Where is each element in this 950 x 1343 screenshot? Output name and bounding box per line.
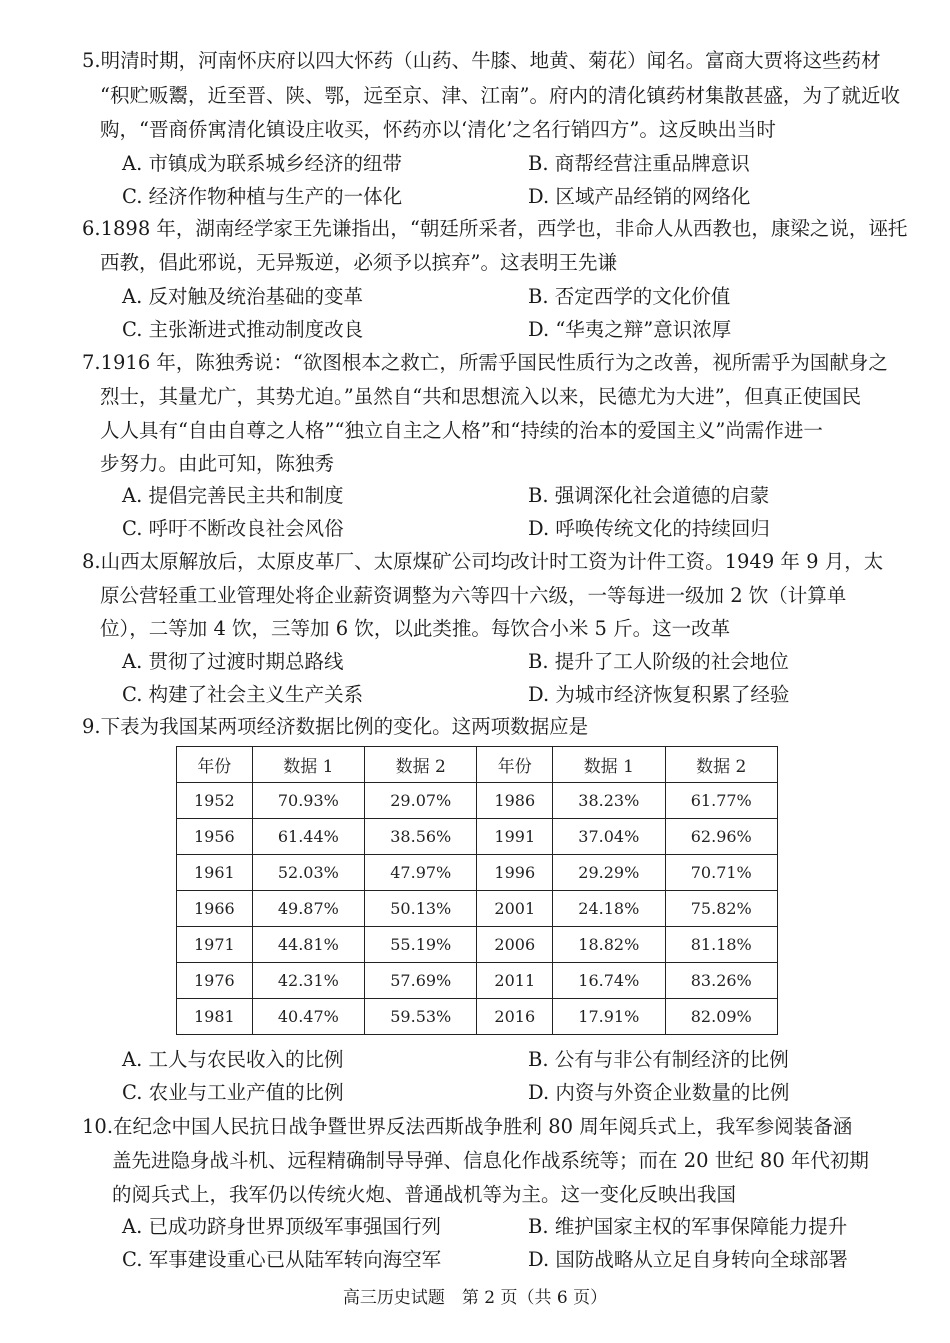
q6-option-d[interactable]: D. “华夷之辩”意识浓厚 [528, 318, 732, 341]
table-cell: 81.18% [665, 927, 777, 963]
table-cell: 18.82% [553, 927, 665, 963]
q5-stem-line-3: 购，“晋商侨寓清化镇设庄收买，怀药亦以‘清化’之名行销四方”。这反映出当时 [100, 118, 776, 141]
q6-option-a[interactable]: A. 反对触及统治基础的变革 [122, 285, 363, 308]
table-cell: 49.87% [252, 891, 364, 927]
table-cell: 38.56% [365, 819, 477, 855]
table-cell: 82.09% [665, 999, 777, 1035]
q10-option-c[interactable]: C. 军事建设重心已从陆军转向海空军 [122, 1248, 442, 1271]
q5-stem-line-1: 5.明清时期，河南怀庆府以四大怀药（山药、牛膝、地黄、菊花）闻名。富商大贾将这些药材 [82, 49, 881, 72]
q7-stem-line-2: 烈士，其量尤广，其势尤迫。”虽然自“共和思想流入以来，民德尤为大进”，但真正使国民 [100, 385, 862, 408]
table-row [177, 963, 778, 999]
q9-option-a[interactable]: A. 工人与农民收入的比例 [122, 1048, 344, 1071]
q10-option-a[interactable]: A. 已成功跻身世界顶级军事强国行列 [122, 1215, 441, 1238]
q9-option-c[interactable]: C. 农业与工业产值的比例 [122, 1081, 344, 1104]
q9-stem: 9.下表为我国某两项经济数据比例的变化。这两项数据应是 [82, 715, 589, 738]
q5-option-b[interactable]: B. 商帮经营注重品牌意识 [528, 152, 750, 175]
table-row [177, 927, 778, 963]
table-cell: 37.04% [553, 819, 665, 855]
q5-option-c[interactable]: C. 经济作物种植与生产的一体化 [122, 185, 403, 208]
q8-stem-line-1: 8.山西太原解放后，太原皮革厂、太原煤矿公司均改计时工资为计件工资。1949 年 9 月，太 [82, 550, 884, 573]
table-cell: 1996 [477, 855, 553, 891]
table-cell: 57.69% [365, 963, 477, 999]
table-cell: 1976 [177, 963, 253, 999]
table-cell: 61.44% [252, 819, 364, 855]
q9-option-b[interactable]: B. 公有与非公有制经济的比例 [528, 1048, 789, 1071]
table-cell: 1956 [177, 819, 253, 855]
table-row [177, 999, 778, 1035]
table-cell: 29.07% [365, 783, 477, 819]
q8-option-b[interactable]: B. 提升了工人阶级的社会地位 [528, 650, 789, 673]
table-row [177, 783, 778, 819]
table-cell: 1952 [177, 783, 253, 819]
table-cell: 1991 [477, 819, 553, 855]
table-cell: 55.19% [365, 927, 477, 963]
q6-stem-line-2: 西教，倡此邪说，无异叛逆，必须予以摈弃”。这表明王先谦 [100, 251, 617, 274]
q7-stem-line-3: 人人具有“自由自尊之人格”“独立自主之人格”和“持续的治本的爱国主义”尚需作进一 [100, 419, 823, 442]
q5-stem-line-2: “积贮贩鬻，近至晋、陕、鄂，远至京、津、江南”。府内的清化镇药材集散甚盛，为了就近收 [100, 84, 900, 107]
table-row [177, 819, 778, 855]
table-cell: 47.97% [365, 855, 477, 891]
table-cell: 1986 [477, 783, 553, 819]
q8-option-d[interactable]: D. 为城市经济恢复积累了经验 [528, 683, 790, 706]
q8-option-c[interactable]: C. 构建了社会主义生产关系 [122, 683, 364, 706]
table-cell: 38.23% [553, 783, 665, 819]
table-cell: 24.18% [553, 891, 665, 927]
table-cell: 16.74% [553, 963, 665, 999]
table-row [177, 855, 778, 891]
table-cell: 40.47% [252, 999, 364, 1035]
q7-option-c[interactable]: C. 呼吁不断改良社会风俗 [122, 517, 344, 540]
header-cell: 年份 [477, 747, 553, 783]
table-cell: 62.96% [665, 819, 777, 855]
q7-option-b[interactable]: B. 强调深化社会道德的启蒙 [528, 484, 770, 507]
q5-option-d[interactable]: D. 区域产品经销的网络化 [528, 185, 751, 208]
q10-stem-line-1: 10.在纪念中国人民抗日战争暨世界反法西斯战争胜利 80 周年阅兵式上，我军参阅装备涵 [82, 1115, 853, 1138]
table-cell: 29.29% [553, 855, 665, 891]
table-cell: 1966 [177, 891, 253, 927]
q5-option-a[interactable]: A. 市镇成为联系城乡经济的纽带 [122, 152, 402, 175]
q6-option-b[interactable]: B. 否定西学的文化价值 [528, 285, 731, 308]
q8-stem-line-2: 原公营轻重工业管理处将企业薪资调整为六等四十六级，一等每进一级加 2 饮（计算单 [100, 584, 847, 607]
header-cell: 数据 2 [365, 747, 477, 783]
table-cell: 59.53% [365, 999, 477, 1035]
q8-stem-line-3: 位），二等加 4 饮，三等加 6 饮，以此类推。每饮合小米 5 斤。这一改革 [100, 617, 731, 640]
q8-option-a[interactable]: A. 贯彻了过渡时期总路线 [122, 650, 344, 673]
header-cell: 数据 1 [553, 747, 665, 783]
table-cell: 70.71% [665, 855, 777, 891]
header-cell: 年份 [177, 747, 253, 783]
table-row [177, 891, 778, 927]
table-cell: 2006 [477, 927, 553, 963]
q7-option-d[interactable]: D. 呼唤传统文化的持续回归 [528, 517, 770, 540]
table-cell: 50.13% [365, 891, 477, 927]
table-header-row [177, 747, 778, 783]
table-cell: 52.03% [252, 855, 364, 891]
header-cell: 数据 2 [665, 747, 777, 783]
q10-stem-line-2: 盖先进隐身战斗机、远程精确制导导弹、信息化作战系统等；而在 20 世纪 80 年代初期 [112, 1149, 869, 1172]
table-cell: 83.26% [665, 963, 777, 999]
q6-option-c[interactable]: C. 主张渐进式推动制度改良 [122, 318, 364, 341]
table-cell: 1981 [177, 999, 253, 1035]
table-cell: 70.93% [252, 783, 364, 819]
table-cell: 42.31% [252, 963, 364, 999]
q9-data-table [176, 746, 778, 1035]
q7-option-a[interactable]: A. 提倡完善民主共和制度 [122, 484, 344, 507]
table-cell: 44.81% [252, 927, 364, 963]
q7-stem-line-1: 7.1916 年，陈独秀说：“欲图根本之救亡，所需乎国民性质行为之改善，视所需乎为国献身之 [82, 351, 888, 374]
q6-stem-line-1: 6.1898 年，湖南经学家王先谦指出，“朝廷所采者，西学也，非命人从西教也，康梁之说，诬托 [82, 217, 908, 240]
q10-stem-line-3: 的阅兵式上，我军仍以传统火炮、普通战机等为主。这一变化反映出我国 [112, 1183, 737, 1206]
q10-option-d[interactable]: D. 国防战略从立足自身转向全球部署 [528, 1248, 848, 1271]
table-cell: 2011 [477, 963, 553, 999]
header-cell: 数据 1 [252, 747, 364, 783]
table-cell: 17.91% [553, 999, 665, 1035]
table-cell: 1961 [177, 855, 253, 891]
page-footer: 高三历史试题 第 2 页（共 6 页） [342, 1288, 608, 1308]
q7-stem-line-4: 步努力。由此可知，陈独秀 [100, 452, 335, 475]
table-cell: 1971 [177, 927, 253, 963]
table-cell: 61.77% [665, 783, 777, 819]
table-cell: 2016 [477, 999, 553, 1035]
q9-option-d[interactable]: D. 内资与外资企业数量的比例 [528, 1081, 790, 1104]
table-cell: 2001 [477, 891, 553, 927]
q10-option-b[interactable]: B. 维护国家主权的军事保障能力提升 [528, 1215, 848, 1238]
table-cell: 75.82% [665, 891, 777, 927]
